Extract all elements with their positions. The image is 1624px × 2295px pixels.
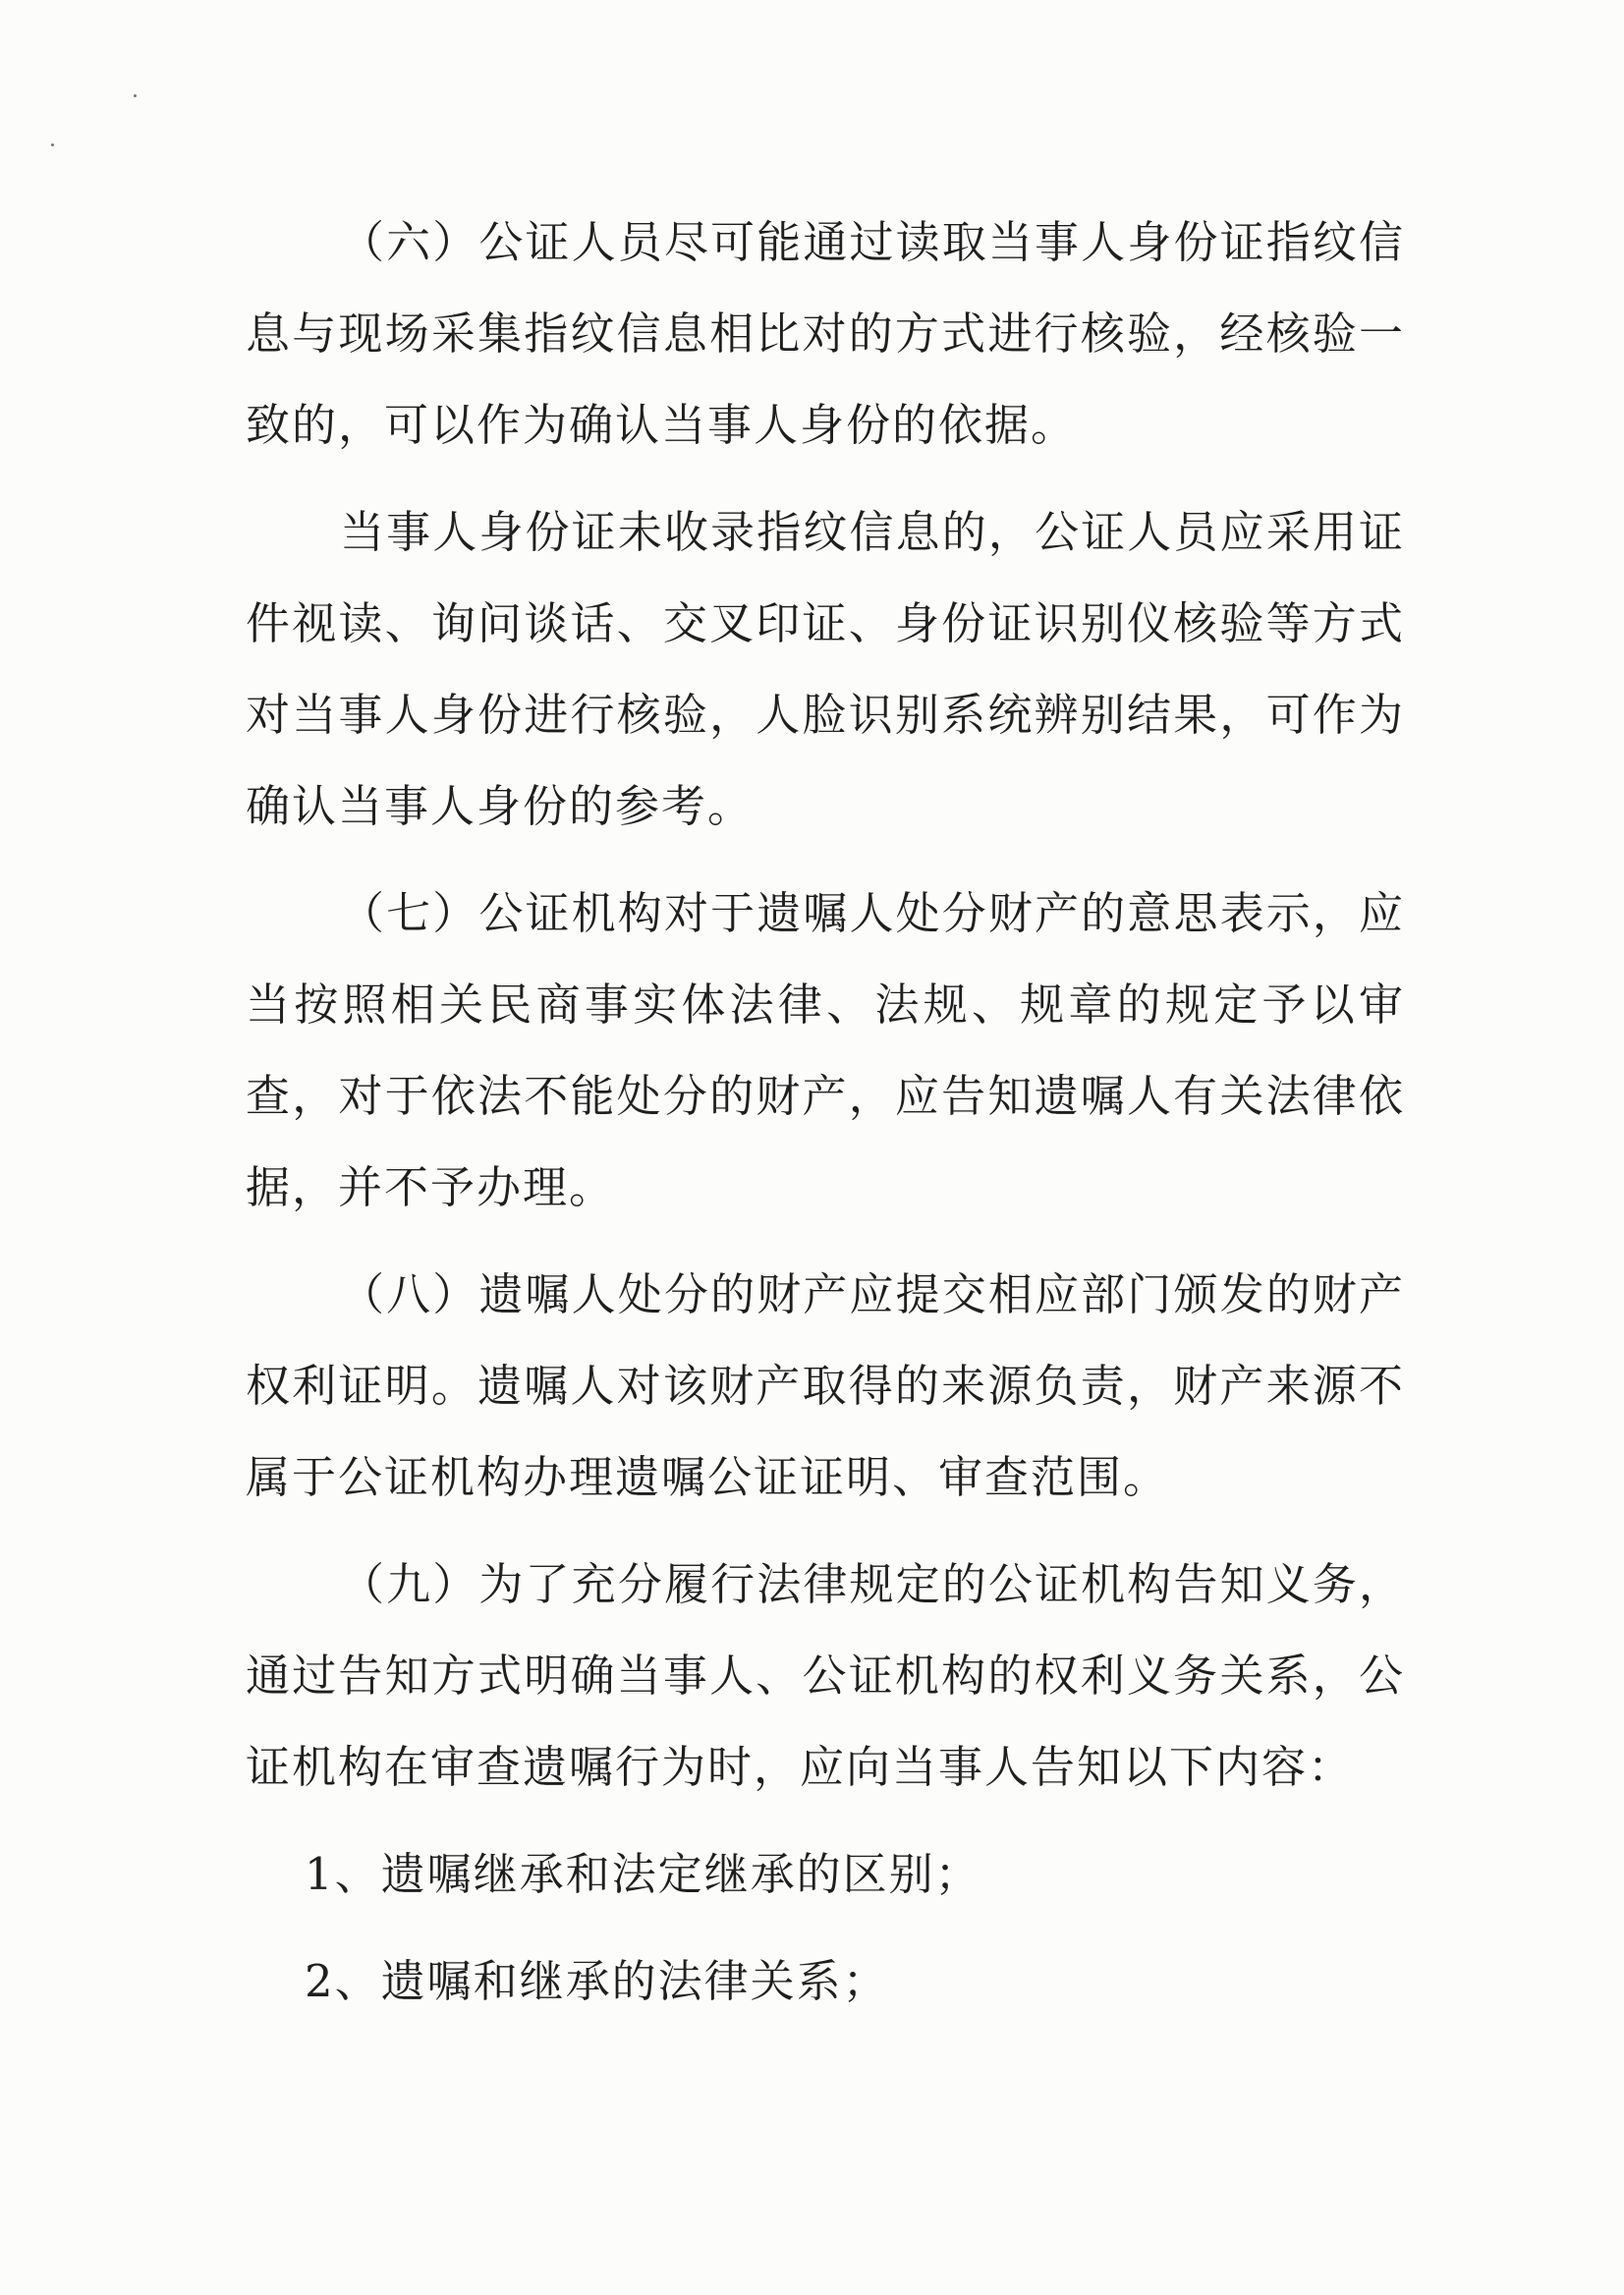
scan-speck [51,143,54,146]
document-body [246,196,1405,2043]
paragraph-9: （九）为了充分履行法律规定的公证机构告知义务，通过告知方式明确当事人、公证机构的权利义务关系，公证机构在审查遗嘱行为时，应向当事人告知以下内容： [246,1558,1405,1793]
paragraph-6: （六）公证人员尽可能通过读取当事人身份证指纹信息与现场采集指纹信息相比对的方式进行核验，经核验一致的，可以作为确认当事人身份的依据。 [246,216,1405,451]
scan-speck [134,94,137,97]
list-item-1: 1、遗嘱继承和法定继承的区别； [305,1848,981,1900]
paragraph-8: （八）遗嘱人处分的财产应提交相应部门颁发的财产权利证明。遗嘱人对该财产取得的来源负责，财产来源不属于公证机构办理遗嘱公证证明、审查范围。 [246,1268,1405,1503]
list-item-2: 2、遗嘱和继承的法律关系； [305,1955,889,2007]
paragraph-7: （七）公证机构对于遗嘱人处分财产的意思表示，应当按照相关民商事实体法律、法规、规章的规定予以审查，对于依法不能处分的财产，应告知遗嘱人有关法律依据，并不予办理。 [246,887,1405,1213]
paragraph-6-continued: 当事人身份证未收录指纹信息的，公证人员应采用证件视读、询问谈话、交叉印证、身份证识别仪核验等方式对当事人身份进行核验，人脸识别系统辨别结果，可作为确认当事人身份的参考。 [246,506,1405,832]
